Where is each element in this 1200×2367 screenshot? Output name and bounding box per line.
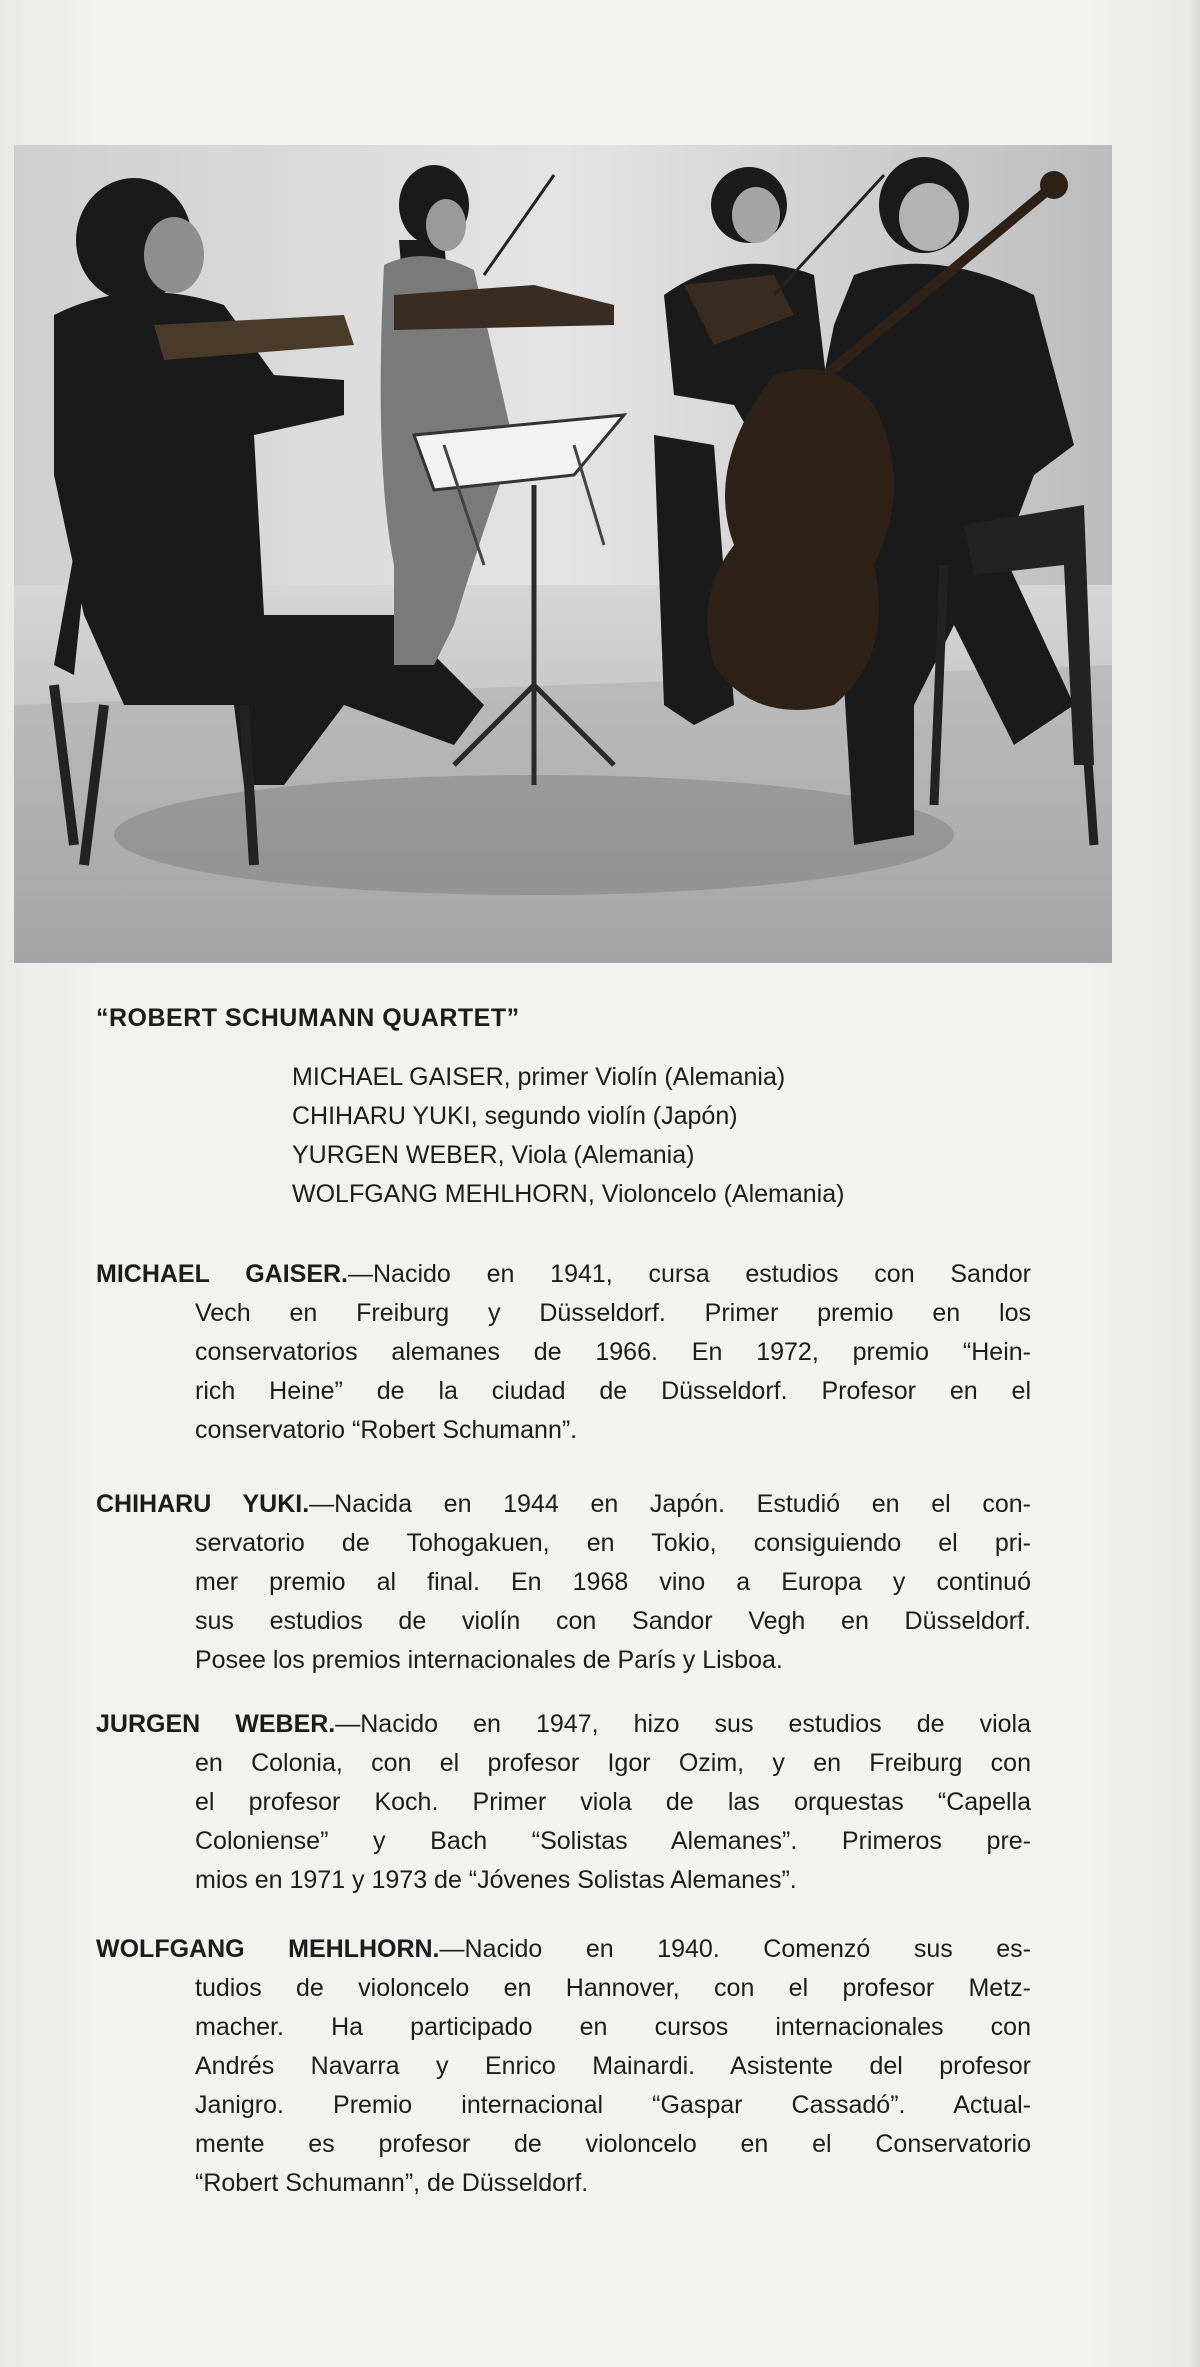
page-edge — [1186, 0, 1200, 2367]
bio-line: mer premio al final. En 1968 vino a Europa y continuó — [195, 1568, 1031, 1596]
bio-line: —Nacida en 1944 en Japón. Estudió en el con- — [309, 1490, 1031, 1518]
bio-michael-gaiser — [96, 1255, 1031, 1450]
bio-line: servatorio de Tohogakuen, en Tokio, consiguiendo el pri- — [195, 1529, 1031, 1557]
bio-line: sus estudios de violín con Sandor Vegh en Düsseldorf. — [195, 1607, 1031, 1635]
bio-line: Andrés Navarra y Enrico Mainardi. Asistente del profesor — [195, 2052, 1031, 2080]
bio-line: rich Heine” de la ciudad de Düsseldorf. Profesor en el — [195, 1377, 1031, 1405]
member-item: WOLFGANG MEHLHORN, Violoncelo (Alemania) — [292, 1180, 845, 1208]
bio-name: WOLFGANG MEHLHORN. — [96, 1935, 440, 1963]
bio-line: en Colonia, con el profesor Igor Ozim, y en Freiburg con — [195, 1749, 1031, 1777]
bio-name: MICHAEL GAISER. — [96, 1260, 348, 1288]
bio-wolfgang-mehlhorn — [96, 1930, 1031, 2203]
bio-line: —Nacido en 1941, cursa estudios con Sandor — [348, 1260, 1031, 1288]
bio-line: Posee los premios internacionales de París y Lisboa. — [195, 1646, 783, 1674]
bio-line: —Nacido en 1947, hizo sus estudios de viola — [335, 1710, 1031, 1738]
bio-jurgen-weber — [96, 1705, 1031, 1900]
quartet-photo-icon — [14, 145, 1112, 963]
members-list — [292, 1058, 844, 1214]
member-item: CHIHARU YUKI, segundo violín (Japón) — [292, 1102, 738, 1130]
bio-line: mente es profesor de violoncelo en el Conservatorio — [195, 2130, 1031, 2158]
bio-line: conservatorios alemanes de 1966. En 1972, premio “Hein- — [195, 1338, 1031, 1366]
bio-chiharu-yuki — [96, 1485, 1031, 1680]
bio-line: Vech en Freiburg y Düsseldorf. Primer premio en los — [195, 1299, 1031, 1327]
bio-line: Coloniense” y Bach “Solistas Alemanes”. Primeros pre- — [195, 1827, 1031, 1855]
bio-line: “Robert Schumann”, de Düsseldorf. — [195, 2169, 589, 2197]
quartet-photo — [14, 145, 1112, 963]
bio-name: CHIHARU YUKI. — [96, 1490, 310, 1518]
member-item: MICHAEL GAISER, primer Violín (Alemania) — [292, 1063, 786, 1091]
bio-line: macher. Ha participado en cursos internacionales con — [195, 2013, 1031, 2041]
member-item: YURGEN WEBER, Viola (Alemania) — [292, 1141, 695, 1169]
bio-name: JURGEN WEBER. — [96, 1710, 336, 1738]
bio-line: conservatorio “Robert Schumann”. — [195, 1416, 578, 1444]
bio-line: el profesor Koch. Primer viola de las orquestas “Capella — [195, 1788, 1031, 1816]
bio-line: mios en 1971 y 1973 de “Jóvenes Solistas Alemanes”. — [195, 1866, 797, 1894]
bio-line: Janigro. Premio internacional “Gaspar Cassadó”. Actual- — [195, 2091, 1031, 2119]
bio-line: tudios de violoncelo en Hannover, con el profesor Metz- — [195, 1974, 1031, 2002]
bio-line: —Nacido en 1940. Comenzó sus es- — [439, 1935, 1031, 1963]
quartet-title: “ROBERT SCHUMANN QUARTET” — [96, 1004, 520, 1032]
